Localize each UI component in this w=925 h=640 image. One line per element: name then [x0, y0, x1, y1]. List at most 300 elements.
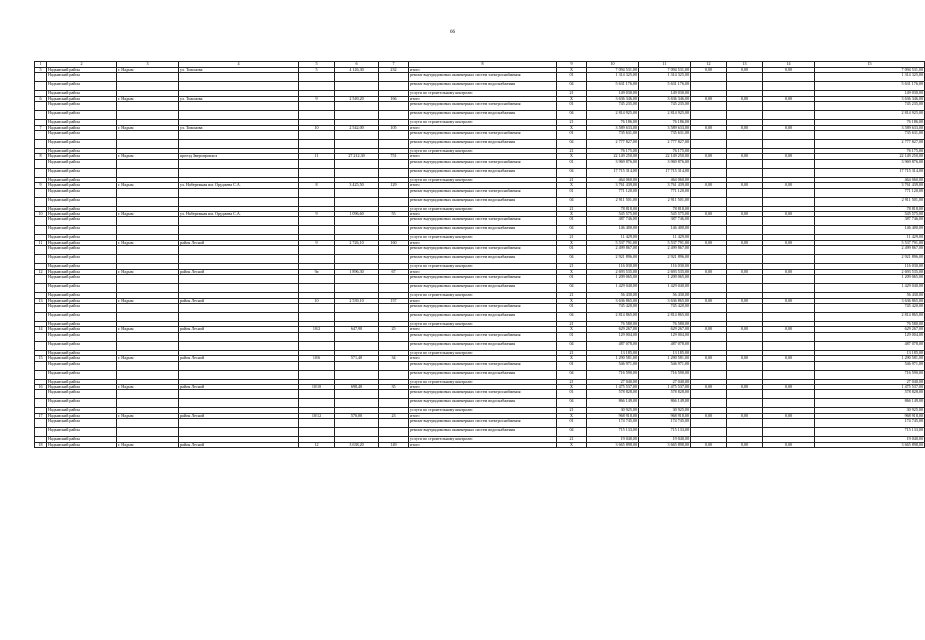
column-number: 3 — [117, 62, 179, 68]
table-cell — [179, 197, 299, 206]
table-cell: Надымский район — [47, 111, 117, 120]
table-cell — [379, 275, 409, 284]
table-cell: 11 429,00 — [587, 235, 639, 240]
table-cell: 04 — [557, 370, 587, 379]
column-number: 4 — [179, 62, 299, 68]
table-cell: 9 — [35, 183, 47, 188]
table-cell: г. Надым — [117, 125, 179, 130]
table-cell — [179, 303, 299, 312]
table-cell — [763, 188, 815, 197]
table-cell: 3 589 633,00 — [815, 125, 925, 130]
table-cell — [335, 275, 379, 284]
table-cell: 01 — [557, 419, 587, 428]
table-cell — [299, 390, 335, 399]
table-cell: 76 186,00 — [815, 120, 925, 125]
table-cell: 716 590,00 — [639, 370, 691, 379]
table-cell: 629 267,00 — [815, 327, 925, 332]
table-cell: 545 575,00 — [639, 212, 691, 217]
table-cell: г. Надым — [117, 240, 179, 245]
table-cell — [299, 255, 335, 264]
table-cell: 16 — [35, 384, 47, 389]
table-cell — [335, 341, 379, 350]
table-cell: Надымский район — [47, 149, 117, 154]
table-cell: Надымский район — [47, 102, 117, 111]
table-cell: 546 971,00 — [815, 361, 925, 370]
table-cell: 745 420,00 — [815, 303, 925, 312]
table-cell — [35, 102, 47, 111]
table-cell: 21 — [557, 321, 587, 326]
table-cell: 735 631,00 — [639, 131, 691, 140]
table-cell: 3 969 876,00 — [815, 159, 925, 168]
table-cell: г. Надым — [117, 212, 179, 217]
table-cell — [763, 303, 815, 312]
table-cell: ремонт внутридомовых инженерных систем водоснабжения — [409, 341, 557, 350]
table-cell: 6 — [35, 96, 47, 101]
table-cell — [299, 370, 335, 379]
table-row — [35, 140, 925, 149]
table-row — [35, 111, 925, 120]
table-cell — [179, 111, 299, 120]
table-cell: 0,00 — [727, 327, 763, 332]
table-cell: 0,00 — [691, 183, 727, 188]
table-cell — [763, 246, 815, 255]
table-cell: 2 814 925,00 — [815, 111, 925, 120]
table-cell — [299, 303, 335, 312]
table-cell: 751 — [379, 154, 409, 159]
table-cell: 1 314 325,00 — [639, 73, 691, 82]
table-cell: 30 925,00 — [587, 408, 639, 413]
table-cell: 78 818,00 — [587, 206, 639, 211]
table-cell: 2 911 501,00 — [815, 197, 925, 206]
table-cell: 10 — [299, 298, 335, 303]
table-cell: 2 777 827,00 — [815, 140, 925, 149]
table-cell: 12 — [299, 442, 335, 447]
table-cell: 629 267,00 — [639, 327, 691, 332]
table-cell — [35, 188, 47, 197]
table-cell — [335, 370, 379, 379]
table-cell — [379, 255, 409, 264]
table-cell: итого — [409, 154, 557, 159]
table-cell — [379, 312, 409, 321]
table-row — [35, 188, 925, 197]
table-cell — [763, 111, 815, 120]
table-cell — [379, 303, 409, 312]
table-cell: 578 828,00 — [815, 390, 925, 399]
table-cell — [117, 284, 179, 293]
table-cell — [691, 284, 727, 293]
table-cell — [179, 284, 299, 293]
table-cell: 4 126,30 — [335, 68, 379, 73]
table-cell — [727, 399, 763, 408]
capital-repair-table — [34, 61, 925, 448]
table-cell — [763, 370, 815, 379]
table-cell: 387 746,00 — [639, 217, 691, 226]
table-cell: 04 — [557, 226, 587, 235]
table-row — [35, 226, 925, 235]
table-cell — [35, 131, 47, 140]
table-cell — [727, 246, 763, 255]
table-cell — [691, 312, 727, 321]
table-cell: г. Надым — [117, 154, 179, 159]
table-cell: 2 814 925,00 — [587, 111, 639, 120]
table-cell — [763, 332, 815, 341]
table-cell: Надымский район — [47, 284, 117, 293]
table-cell — [179, 140, 299, 149]
table-cell — [691, 419, 727, 428]
table-cell — [763, 390, 815, 399]
table-cell — [379, 246, 409, 255]
table-cell: 578 828,00 — [587, 390, 639, 399]
table-cell: 771 120,00 — [639, 188, 691, 197]
table-cell — [299, 428, 335, 437]
column-number: 5 — [299, 62, 335, 68]
table-cell: 21 — [557, 350, 587, 355]
table-cell: 01 — [557, 246, 587, 255]
table-cell: 0,00 — [727, 212, 763, 217]
table-cell: итого — [409, 413, 557, 418]
table-cell — [117, 370, 179, 379]
table-cell — [35, 275, 47, 284]
table-cell: 9 — [299, 212, 335, 217]
table-cell: 0,00 — [727, 240, 763, 245]
table-cell: услуги по строительному контролю — [409, 350, 557, 355]
table-cell — [691, 399, 727, 408]
column-number: 7 — [379, 62, 409, 68]
table-cell: 0,00 — [763, 442, 815, 447]
table-cell: 19 040,00 — [639, 437, 691, 442]
table-cell — [335, 399, 379, 408]
table-cell: 146 400,00 — [639, 226, 691, 235]
table-cell: 0,00 — [691, 356, 727, 361]
table-cell: 716 590,00 — [587, 370, 639, 379]
table-cell: г. Надым — [117, 413, 179, 418]
table-cell: Надымский район — [47, 96, 117, 101]
table-cell — [335, 111, 379, 120]
column-number: 14 — [763, 62, 815, 68]
table-cell: 12 — [35, 269, 47, 274]
table-cell — [727, 217, 763, 226]
table-cell — [691, 370, 727, 379]
table-cell: итого — [409, 183, 557, 188]
table-cell: 968 918,00 — [815, 413, 925, 418]
table-cell — [179, 131, 299, 140]
table-cell — [335, 226, 379, 235]
table-cell — [117, 390, 179, 399]
table-cell — [179, 428, 299, 437]
table-cell: 578 828,00 — [639, 390, 691, 399]
table-cell — [117, 255, 179, 264]
table-cell — [35, 82, 47, 91]
table-cell — [299, 131, 335, 140]
table-row — [35, 197, 925, 206]
table-cell: 116 030,00 — [815, 264, 925, 269]
page-number: 66 — [450, 30, 455, 35]
table-cell: Надымский район — [47, 312, 117, 321]
table-cell — [299, 332, 335, 341]
table-row — [35, 284, 925, 293]
table-cell — [179, 159, 299, 168]
table-cell — [691, 111, 727, 120]
table-cell: 21 — [557, 206, 587, 211]
table-cell: 2 499 867,00 — [587, 246, 639, 255]
table-cell: 3 636 865,00 — [587, 298, 639, 303]
table-cell: 149 030,00 — [815, 91, 925, 96]
table-cell — [727, 131, 763, 140]
table-cell: 2 777 827,00 — [639, 140, 691, 149]
table-cell: 11 429,00 — [815, 235, 925, 240]
table-cell: 8 — [35, 154, 47, 159]
table-cell: 11 429,00 — [639, 235, 691, 240]
table-cell: Надымский район — [47, 275, 117, 284]
table-cell: Надымский район — [47, 361, 117, 370]
table-cell — [763, 131, 815, 140]
table-cell: услуги по строительному контролю — [409, 149, 557, 154]
table-cell: 17 — [35, 413, 47, 418]
table-cell — [117, 217, 179, 226]
table-cell — [727, 255, 763, 264]
table-cell: Надымский район — [47, 235, 117, 240]
table-row — [35, 341, 925, 350]
table-cell — [179, 102, 299, 111]
table-cell — [179, 255, 299, 264]
table-cell: 2 814 865,00 — [587, 312, 639, 321]
table-cell: 2 693 535,00 — [639, 269, 691, 274]
table-cell: 647,90 — [335, 327, 379, 332]
table-cell: 2 921 896,00 — [815, 255, 925, 264]
table-cell: 116 030,00 — [639, 264, 691, 269]
table-cell — [117, 246, 179, 255]
table-cell — [299, 246, 335, 255]
table-row — [35, 399, 925, 408]
table-cell: 546 971,00 — [587, 361, 639, 370]
table-cell: 9 — [299, 240, 335, 245]
table-cell: ремонт внутридомовых инженерных систем электроснабжения — [409, 390, 557, 399]
table-cell — [179, 246, 299, 255]
table-cell: 3 589 633,00 — [587, 125, 639, 130]
table-cell: Надымский район — [47, 68, 117, 73]
table-cell: Надымский район — [47, 240, 117, 245]
table-cell: 116 030,00 — [587, 264, 639, 269]
table-cell: итого — [409, 442, 557, 447]
table-cell: 0,00 — [763, 68, 815, 73]
table-cell — [35, 197, 47, 206]
table-row — [35, 312, 925, 321]
table-cell — [727, 312, 763, 321]
table-cell — [299, 82, 335, 91]
table-cell: 27 040,00 — [815, 379, 925, 384]
table-cell: 1 209 065,00 — [587, 275, 639, 284]
table-cell — [299, 419, 335, 428]
table-cell: 21 — [557, 177, 587, 182]
table-cell — [379, 370, 409, 379]
table-cell — [691, 168, 727, 177]
column-number: 2 — [47, 62, 117, 68]
table-cell: 67 — [379, 269, 409, 274]
table-cell — [335, 73, 379, 82]
table-cell: 0,00 — [763, 154, 815, 159]
table-cell: 149 — [379, 442, 409, 447]
table-cell: район Лесной — [179, 442, 299, 447]
table-cell: 5 631 176,00 — [815, 82, 925, 91]
table-cell: ремонт внутридомовых инженерных систем водоснабжения — [409, 197, 557, 206]
table-cell: 0,00 — [763, 240, 815, 245]
table-cell: 01 — [557, 217, 587, 226]
table-cell: итого — [409, 384, 557, 389]
table-cell: 13 185,00 — [639, 350, 691, 355]
table-cell: 771 120,00 — [815, 188, 925, 197]
table-cell: 30 925,00 — [815, 408, 925, 413]
table-cell — [299, 111, 335, 120]
table-cell: 19 040,00 — [587, 437, 639, 442]
table-cell — [35, 370, 47, 379]
table-cell: услуги по строительному контролю — [409, 293, 557, 298]
table-cell: 0,00 — [691, 212, 727, 217]
table-cell: 0,00 — [763, 413, 815, 418]
table-cell — [727, 73, 763, 82]
table-cell — [691, 390, 727, 399]
table-cell: 2 814 865,00 — [815, 312, 925, 321]
table-cell: 2 814 865,00 — [639, 312, 691, 321]
table-cell: Надымский район — [47, 131, 117, 140]
table-cell: ремонт внутридомовых инженерных систем водоснабжения — [409, 226, 557, 235]
table-cell: 04 — [557, 111, 587, 120]
table-cell: ремонт внутридомовых инженерных систем электроснабжения — [409, 275, 557, 284]
table-cell: 0,00 — [763, 356, 815, 361]
table-cell: 0,00 — [763, 183, 815, 188]
table-cell: 01 — [557, 73, 587, 82]
table-cell: 56 430,00 — [639, 293, 691, 298]
table-cell — [117, 159, 179, 168]
table-cell: 27 212,30 — [335, 154, 379, 159]
table-cell: ремонт внутридомовых инженерных систем водоснабжения — [409, 284, 557, 293]
table-cell: 76 175,00 — [639, 149, 691, 154]
table-cell: итого — [409, 96, 557, 101]
table-cell — [727, 159, 763, 168]
table-cell: 04 — [557, 197, 587, 206]
table-row — [35, 361, 925, 370]
table-cell: г. Надым — [117, 269, 179, 274]
table-cell: 149 030,00 — [587, 91, 639, 96]
table-cell: 76 186,00 — [639, 120, 691, 125]
table-cell: Надымский район — [47, 197, 117, 206]
table-cell: 22 149 250,00 — [587, 154, 639, 159]
table-cell: Надымский район — [47, 125, 117, 130]
table-cell: Надымский район — [47, 159, 117, 168]
table-cell: 2 499 867,00 — [639, 246, 691, 255]
table-cell: 1 314 325,00 — [587, 73, 639, 82]
table-cell — [117, 312, 179, 321]
table-cell: 2 539,10 — [335, 298, 379, 303]
table-cell: 27 040,00 — [587, 379, 639, 384]
table-cell — [335, 246, 379, 255]
table-cell — [727, 226, 763, 235]
table-cell — [299, 341, 335, 350]
table-cell — [335, 312, 379, 321]
table-cell: 21 — [557, 235, 587, 240]
table-cell: 2 814 925,00 — [639, 111, 691, 120]
table-cell: 174 745,00 — [639, 419, 691, 428]
table-cell — [379, 226, 409, 235]
table-cell: 01 — [557, 275, 587, 284]
table-cell — [179, 361, 299, 370]
table-cell: 76 580,00 — [639, 321, 691, 326]
table-cell — [117, 341, 179, 350]
table-cell — [117, 188, 179, 197]
table-cell: Х — [557, 413, 587, 418]
table-cell — [35, 73, 47, 82]
table-cell: 149 030,00 — [639, 91, 691, 96]
table-cell: 17 715 314,00 — [587, 168, 639, 177]
table-cell — [179, 275, 299, 284]
table-cell: 0,00 — [691, 269, 727, 274]
table-cell: 76 186,00 — [587, 120, 639, 125]
table-cell: 129 004,00 — [639, 332, 691, 341]
table-cell: 3 761 439,00 — [639, 183, 691, 188]
table-cell — [727, 284, 763, 293]
table-cell — [763, 159, 815, 168]
table-cell — [335, 390, 379, 399]
table-cell: район Лесной — [179, 384, 299, 389]
table-cell: 1 475 537,00 — [815, 384, 925, 389]
table-cell: 464 060,00 — [587, 177, 639, 182]
table-cell — [763, 168, 815, 177]
table-cell — [379, 188, 409, 197]
table-cell: 0,00 — [691, 240, 727, 245]
table-cell: 1 209 065,00 — [815, 275, 925, 284]
table-cell: Х — [557, 68, 587, 73]
table-cell — [727, 188, 763, 197]
table-cell: 1 290 581,00 — [587, 356, 639, 361]
table-cell: 15 — [35, 356, 47, 361]
table-cell — [691, 102, 727, 111]
table-cell — [335, 197, 379, 206]
table-cell: 0,00 — [691, 327, 727, 332]
table-cell: 56 430,00 — [815, 293, 925, 298]
table-cell: 2 921 896,00 — [639, 255, 691, 264]
table-cell: 2 911 501,00 — [639, 197, 691, 206]
table-cell — [299, 188, 335, 197]
table-cell: 571,40 — [335, 356, 379, 361]
table-cell: 5 537 791,00 — [587, 240, 639, 245]
table-cell: 21 — [557, 264, 587, 269]
table-cell — [35, 341, 47, 350]
table-cell: район Лесной — [179, 269, 299, 274]
table-cell: 0,00 — [727, 68, 763, 73]
table-row — [35, 332, 925, 341]
table-cell: итого — [409, 327, 557, 332]
table-cell: 146 400,00 — [587, 226, 639, 235]
table-cell: ремонт внутридомовых инженерных систем водоснабжения — [409, 168, 557, 177]
table-cell: 7 — [35, 125, 47, 130]
table-cell — [299, 197, 335, 206]
table-cell: 2 693 535,00 — [815, 269, 925, 274]
table-cell: 35 — [379, 384, 409, 389]
column-number: 12 — [691, 62, 727, 68]
table-cell — [379, 217, 409, 226]
table-cell — [179, 419, 299, 428]
table-cell: 745 420,00 — [639, 303, 691, 312]
table-cell: 17 715 314,00 — [639, 168, 691, 177]
table-cell — [763, 82, 815, 91]
table-cell: Надымский район — [47, 206, 117, 211]
table-cell — [379, 82, 409, 91]
table-cell — [763, 255, 815, 264]
table-cell — [727, 303, 763, 312]
table-cell — [691, 217, 727, 226]
table-cell: г. Надым — [117, 68, 179, 73]
table-cell: 1 429 040,00 — [815, 284, 925, 293]
table-cell: 04 — [557, 399, 587, 408]
